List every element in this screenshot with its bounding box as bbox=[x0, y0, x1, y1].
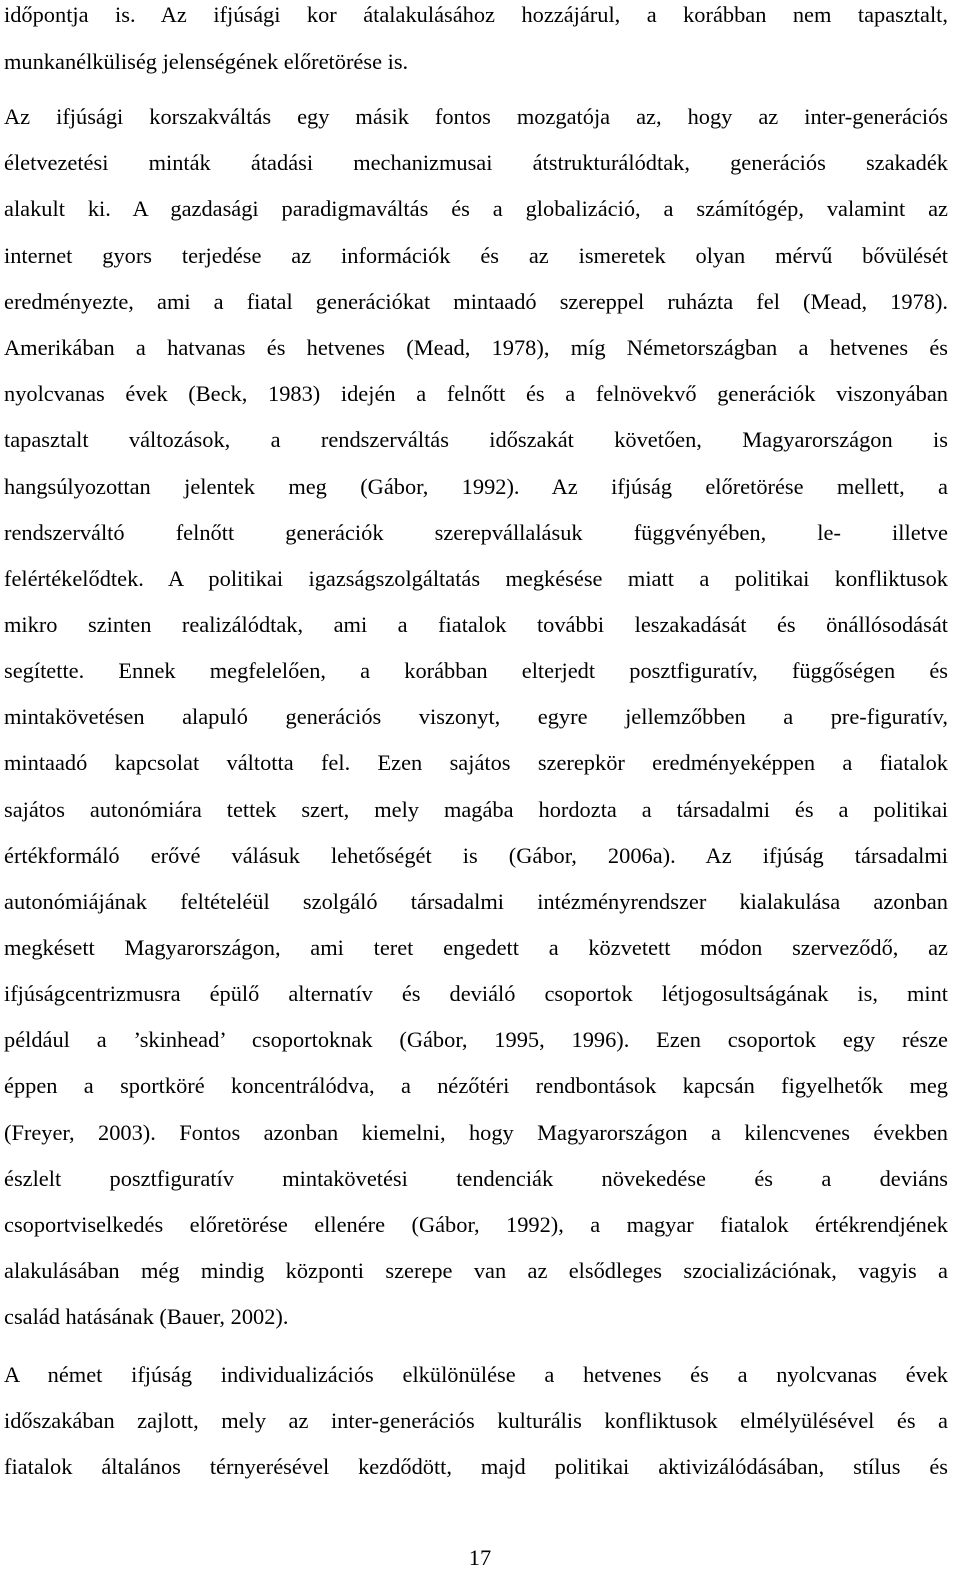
text-line: megkésett Magyarországon, ami teret engedett a közvetett módon szerveződő, az bbox=[4, 935, 948, 960]
text-line: segítette. Ennek megfelelően, a korábban elterjedt posztfiguratív, függőségen és bbox=[4, 658, 948, 683]
text-line: alakulásában még mindig központi szerepe van az elsődleges szocializációnak, vagyis a bbox=[4, 1258, 948, 1283]
text-line: sajátos autonómiára tettek szert, mely magába hordozta a társadalmi és a politikai bbox=[4, 797, 948, 822]
text-line: munkanélküliség jelenségének előretörése is. bbox=[4, 49, 409, 74]
text-line: (Freyer, 2003). Fontos azonban kiemelni, hogy Magyarországon a kilencvenes években bbox=[4, 1120, 948, 1145]
text-line: alakult ki. A gazdasági paradigmaváltás és a globalizáció, a számítógép, valamint az bbox=[4, 196, 948, 221]
text-line: A német ifjúság individualizációs elkülönülése a hetvenes és a nyolcvanas évek bbox=[4, 1362, 948, 1387]
page-number: 17 bbox=[468, 1545, 492, 1570]
text-line: eredményezte, ami a fiatal generációkat mintaadó szereppel ruházta fel (Mead, 1978). bbox=[4, 289, 948, 314]
text-line: felértékelődtek. A politikai igazságszolgáltatás megkésése miatt a politikai konfliktusok bbox=[4, 566, 948, 591]
text-line: időpontja is. Az ifjúsági kor átalakulásához hozzájárul, a korábban nem tapasztalt, bbox=[4, 2, 948, 27]
text-line: értékformáló erővé válásuk lehetőségét is (Gábor, 2006a). Az ifjúság társadalmi bbox=[4, 843, 948, 868]
text-line: ifjúságcentrizmusra épülő alternatív és deviáló csoportok létjogosultságának is, mint bbox=[4, 981, 948, 1006]
text-line: időszakában zajlott, mely az inter-generációs kulturális konfliktusok elmélyülésével és a bbox=[4, 1408, 948, 1433]
text-line: nyolcvanas évek (Beck, 1983) idején a felnőtt és a felnövekvő generációk viszonyában bbox=[4, 381, 948, 406]
text-line: család hatásának (Bauer, 2002). bbox=[4, 1304, 289, 1329]
text-line: internet gyors terjedése az információk és az ismeretek olyan mérvű bővülését bbox=[4, 243, 948, 268]
text-line: tapasztalt változások, a rendszerváltás időszakát követően, Magyarországon is bbox=[4, 427, 948, 452]
text-line: Amerikában a hatvanas és hetvenes (Mead, 1978), míg Németországban a hetvenes és bbox=[4, 335, 948, 360]
text-line: észlelt posztfiguratív mintakövetési tendenciák növekedése és a deviáns bbox=[4, 1166, 948, 1191]
text-line: fiatalok általános térnyerésével kezdődött, majd politikai aktivizálódásában, stílus és bbox=[4, 1454, 948, 1479]
text-line: rendszerváltó felnőtt generációk szerepvállalásuk függvényében, le- illetve bbox=[4, 520, 948, 545]
text-line: Az ifjúsági korszakváltás egy másik fontos mozgatója az, hogy az inter-generációs bbox=[4, 104, 948, 129]
text-line: éppen a sportköré koncentrálódva, a nézőtéri rendbontások kapcsán figyelhetők meg bbox=[4, 1073, 948, 1098]
text-line: mintakövetésen alapuló generációs viszonyt, egyre jellemzőbben a pre-figuratív, bbox=[4, 704, 948, 729]
text-line: életvezetési minták átadási mechanizmusai átstrukturálódtak, generációs szakadék bbox=[4, 150, 948, 175]
text-line: mikro szinten realizálódtak, ami a fiatalok további leszakadását és önállósodását bbox=[4, 612, 948, 637]
text-line: csoportviselkedés előretörése ellenére (Gábor, 1992), a magyar fiatalok értékrendjének bbox=[4, 1212, 948, 1237]
text-line: például a ’skinhead’ csoportoknak (Gábor, 1995, 1996). Ezen csoportok egy része bbox=[4, 1027, 948, 1052]
text-line: hangsúlyozottan jelentek meg (Gábor, 1992). Az ifjúság előretörése mellett, a bbox=[4, 474, 948, 499]
text-line: mintaadó kapcsolat váltotta fel. Ezen sajátos szerepkör eredményeképpen a fiatalok bbox=[4, 750, 948, 775]
text-line: autonómiájának feltételéül szolgáló társadalmi intézményrendszer kialakulása azonban bbox=[4, 889, 948, 914]
